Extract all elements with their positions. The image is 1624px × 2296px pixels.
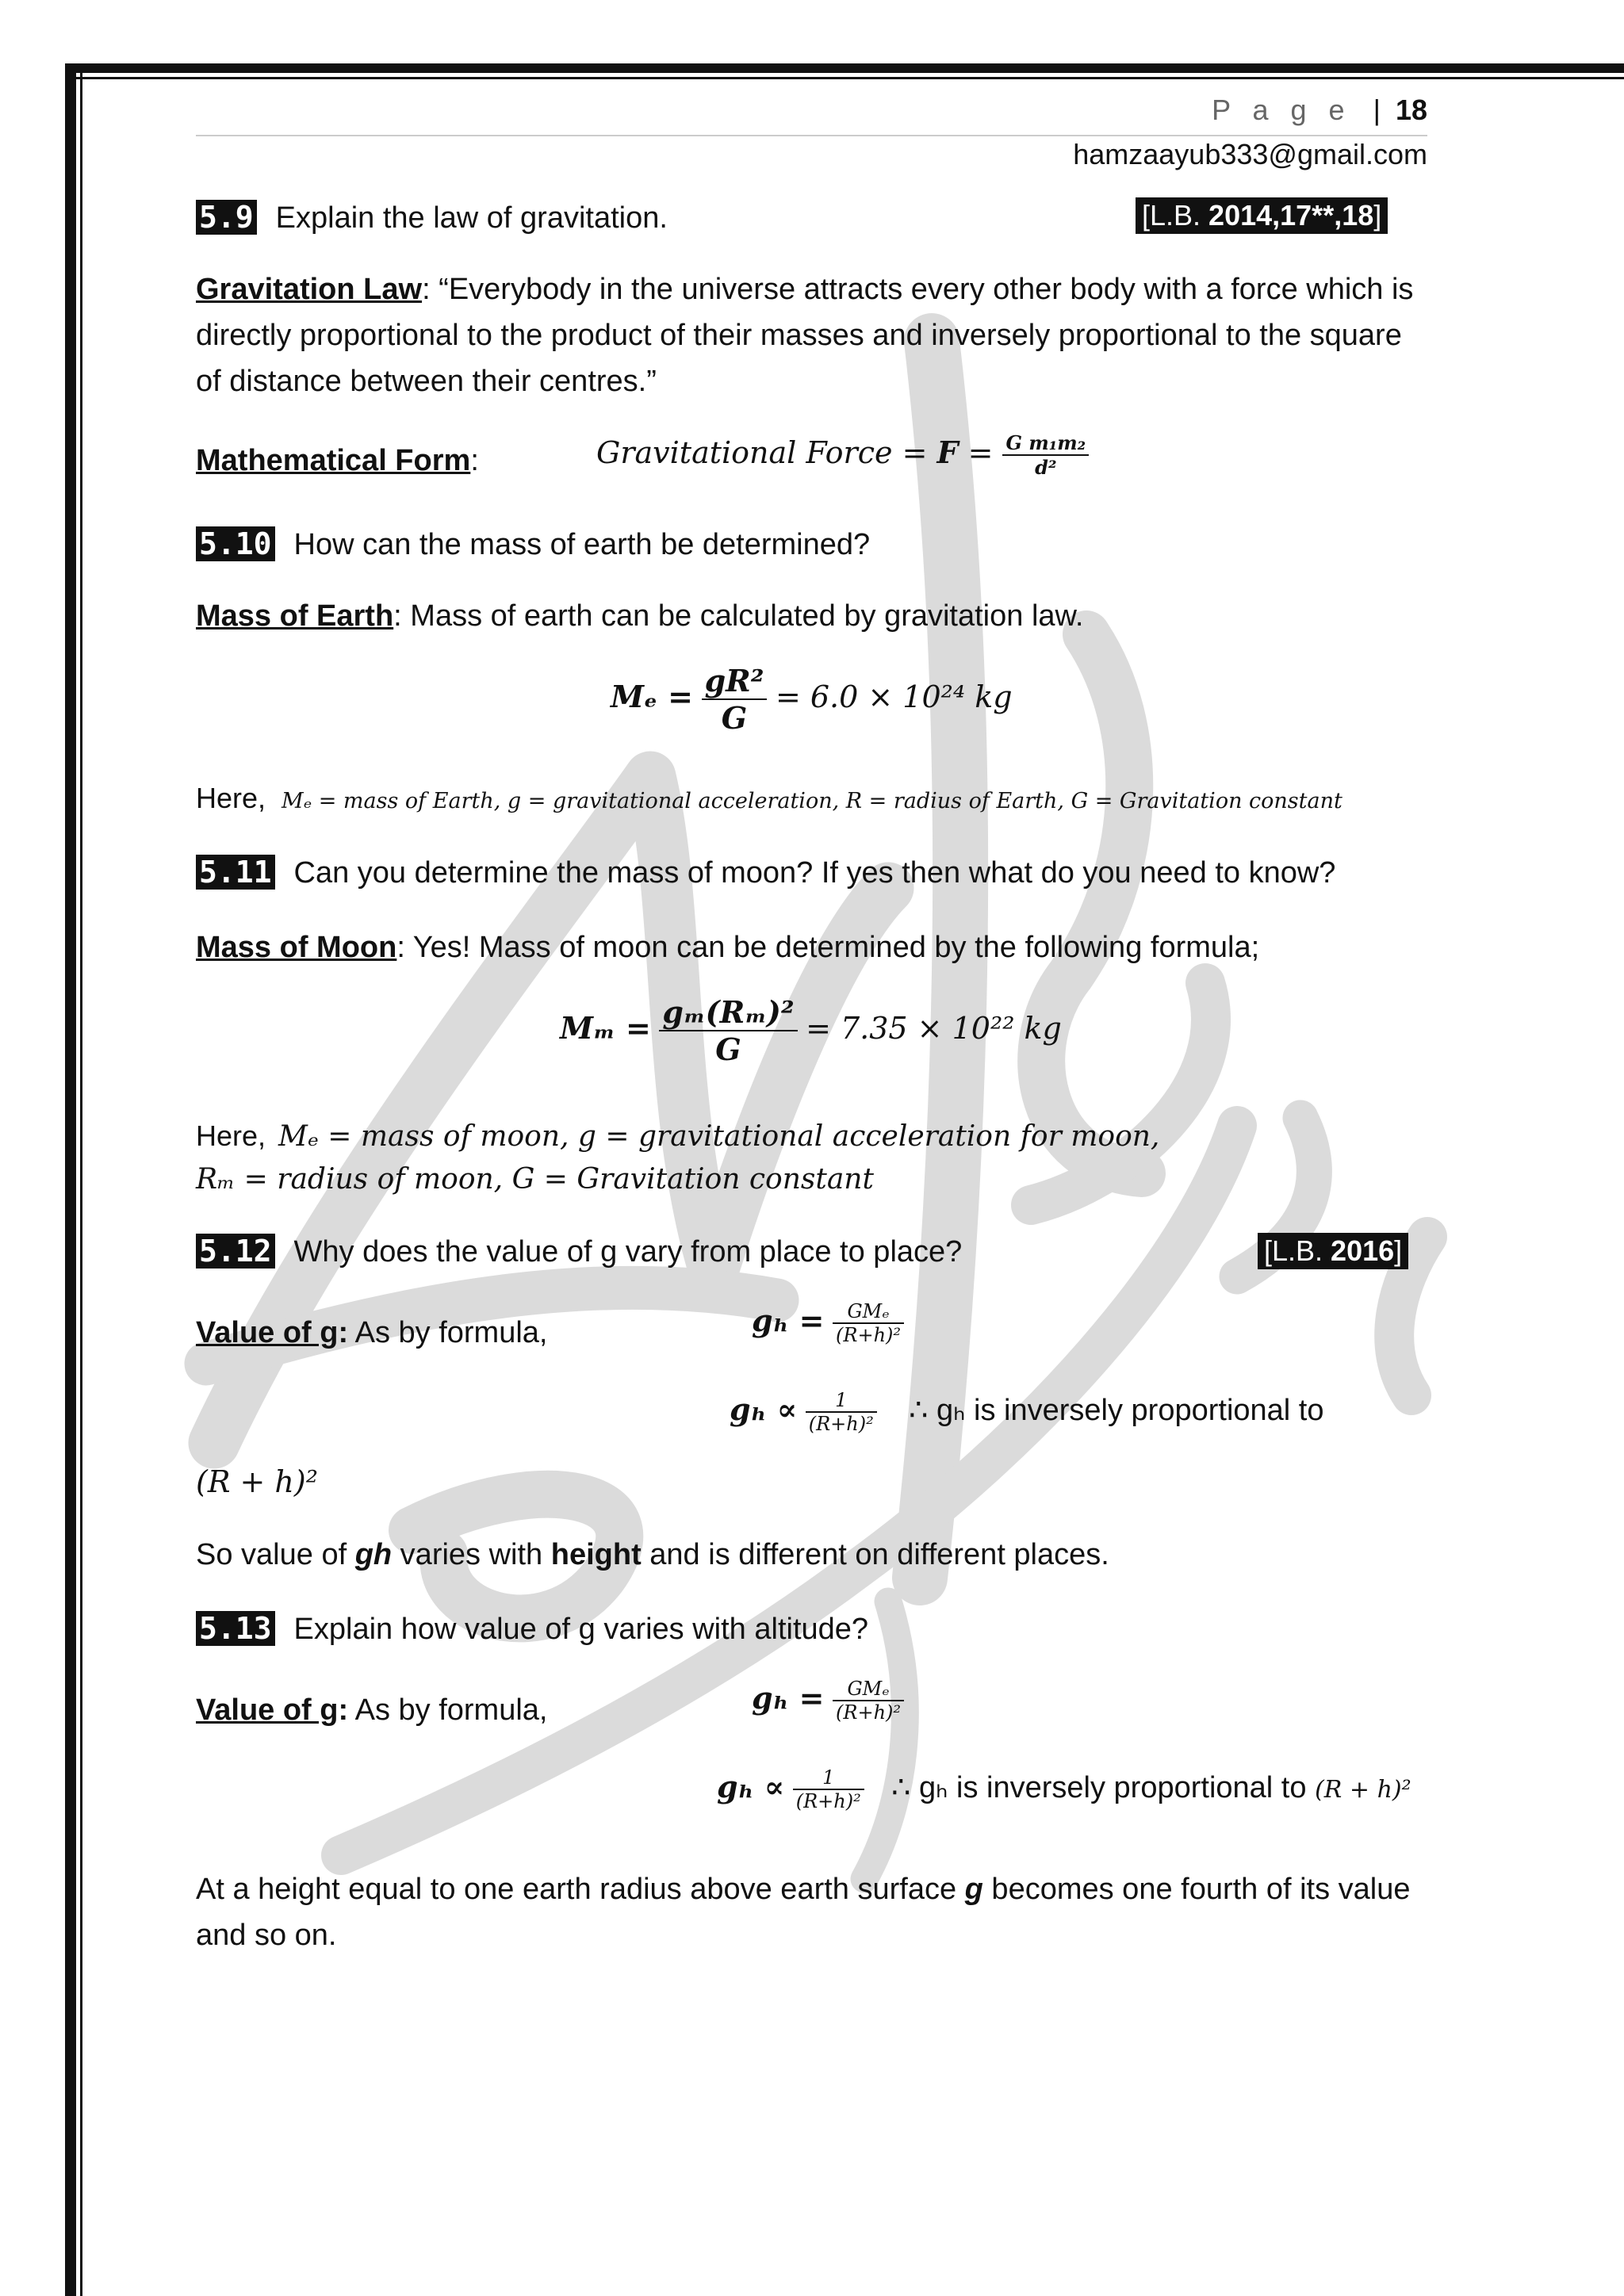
- question-5-10: [196, 522, 870, 568]
- question-number: 5.11: [196, 855, 275, 890]
- altitude-conclusion: [196, 1866, 1433, 1958]
- answer-label: Value of g: [196, 1316, 339, 1349]
- therefore-text: ∴ gₕ is inversely proportional to: [891, 1771, 1307, 1805]
- answer-colon: :: [338, 1693, 349, 1727]
- conclusion-part-b: becomes one fourth of its value and so on.: [196, 1873, 1411, 1952]
- page-separator: |: [1373, 94, 1381, 126]
- prop-denominator: (R+h)²: [795, 1790, 861, 1812]
- page-border-top-inner: [65, 77, 1624, 79]
- tag-years: 2016: [1331, 1234, 1395, 1267]
- page-number: 18: [1395, 94, 1427, 126]
- answer-label: Value of g: [196, 1693, 339, 1727]
- prop-lhs: gₕ ∝: [730, 1391, 798, 1428]
- answer-text: : Mass of earth can be calculated by gravitation law.: [393, 599, 1084, 633]
- formula-fraction: [1002, 431, 1089, 479]
- eq-fraction: [702, 663, 768, 736]
- conclusion-gh: gh: [354, 1538, 393, 1571]
- tag-prefix: [L.B.: [1142, 199, 1209, 232]
- mass-moon-legend: [196, 1115, 1159, 1201]
- answer-label: Mass of Moon: [196, 931, 397, 964]
- gh-fraction: [833, 1678, 904, 1724]
- mass-moon-equation: [560, 994, 1062, 1067]
- page-number-header: [1212, 94, 1427, 127]
- therefore-rhs: (R + h)²: [1315, 1776, 1411, 1804]
- tag-prefix: [L.B.: [1264, 1234, 1331, 1267]
- question-5-13: [196, 1606, 868, 1652]
- answer-label: Gravitation Law: [196, 273, 423, 306]
- question-5-9: [196, 195, 668, 241]
- conclusion-part-c: and is different on different places.: [641, 1538, 1109, 1571]
- g-variation-conclusion: [196, 1532, 1109, 1578]
- mass-of-earth-answer: [196, 593, 1083, 639]
- tag-suffix: ]: [1394, 1234, 1403, 1267]
- answer-text: As by formula,: [348, 1316, 548, 1349]
- conclusion-height: height: [550, 1538, 642, 1571]
- mass-earth-legend: [196, 782, 1342, 815]
- tag-years: 2014,17**,18: [1208, 199, 1374, 232]
- conclusion-part-b: varies with: [392, 1538, 551, 1571]
- answer-colon: :: [338, 1316, 349, 1349]
- tag-suffix: ]: [1373, 199, 1382, 232]
- gh-formula-altitude: [752, 1678, 904, 1724]
- math-form-label: Mathematical Form: [196, 444, 471, 477]
- conclusion-g: g: [964, 1873, 983, 1906]
- answer-label: Mass of Earth: [196, 599, 394, 633]
- mass-of-moon-answer: [196, 924, 1259, 970]
- prop-numerator: 1: [806, 1389, 877, 1413]
- gh-fraction: [833, 1300, 904, 1346]
- conclusion-part-a: At a height equal to one earth radius above earth surface: [196, 1873, 965, 1906]
- question-text: Explain the law of gravitation.: [275, 201, 668, 235]
- page-border-left-inner: [80, 73, 82, 2296]
- formula-F: F: [936, 434, 959, 471]
- eq-lhs: Mₑ =: [611, 679, 694, 715]
- gravitation-law-answer: [196, 266, 1433, 404]
- question-text: Why does the value of g vary from place to place?: [293, 1235, 963, 1269]
- gh-proportionality-altitude: [717, 1766, 1411, 1812]
- page-border-top: [65, 63, 1624, 73]
- answer-text: : “Everybody in the universe attracts every other body with a force which is directly proportional to the product of their masses and inversely proportional to the square of distance between their centres.”: [196, 273, 1414, 398]
- gh-lhs: gₕ =: [752, 1680, 825, 1716]
- prop-numerator: 1: [793, 1766, 864, 1790]
- eq-result: = 7.35 × 10²² kg: [806, 1011, 1062, 1047]
- gh-denominator: (R+h)²: [836, 1324, 902, 1346]
- question-text: Explain how value of g varies with altitude?: [293, 1613, 869, 1646]
- eq-lhs: Mₘ =: [560, 1010, 651, 1047]
- answer-text: As by formula,: [348, 1693, 548, 1727]
- author-email: hamzaayub333@gmail.com: [1073, 138, 1427, 170]
- question-number: 5.9: [196, 200, 257, 235]
- question-number: 5.12: [196, 1234, 275, 1269]
- question-5-12: [196, 1229, 962, 1275]
- mathematical-form: [196, 438, 479, 484]
- question-text: Can you determine the mass of moon? If yes then what do you need to know?: [293, 856, 1336, 890]
- eq-fraction: [659, 994, 797, 1067]
- gh-proportionality: [730, 1389, 1324, 1435]
- prop-fraction: [793, 1766, 864, 1812]
- legend-line-1: Mₑ = mass of moon, g = gravitational acceleration for moon,: [278, 1120, 1160, 1153]
- prop-denominator: (R+h)²: [808, 1413, 874, 1435]
- gh-denominator: (R+h)²: [836, 1701, 902, 1724]
- eq-denominator: G: [721, 700, 748, 736]
- wrapped-expression: (R + h)²: [196, 1464, 318, 1499]
- here-label: Here,: [196, 1119, 266, 1152]
- value-of-g-altitude-answer: [196, 1687, 547, 1733]
- formula-equals: =: [958, 435, 1003, 471]
- page-word: P a g e: [1212, 94, 1352, 126]
- eq-result: = 6.0 × 10²⁴ kg: [775, 679, 1013, 715]
- math-form-colon: :: [470, 444, 479, 477]
- eq-numerator: gₘ(Rₘ)²: [659, 994, 797, 1031]
- gh-formula: [752, 1300, 904, 1346]
- question-number: 5.13: [196, 1611, 275, 1646]
- board-tag: [1136, 197, 1388, 234]
- therefore-text: ∴ gₕ is inversely proportional to: [909, 1394, 1324, 1428]
- gh-lhs: gₕ =: [752, 1303, 825, 1339]
- formula-lhs: Gravitational Force =: [596, 435, 937, 471]
- prop-lhs: gₕ ∝: [717, 1769, 785, 1805]
- prop-fraction: [806, 1389, 877, 1435]
- answer-text: : Yes! Mass of moon can be determined by the following formula;: [396, 931, 1260, 964]
- question-number: 5.10: [196, 526, 275, 561]
- mass-earth-equation: [611, 663, 1013, 736]
- board-tag: [1258, 1233, 1408, 1269]
- gh-numerator: GMₑ: [833, 1300, 904, 1324]
- formula-denominator: d²: [1035, 456, 1057, 479]
- eq-denominator: G: [715, 1031, 741, 1067]
- header-rule: [196, 135, 1427, 136]
- formula-numerator: G m₁m₂: [1002, 431, 1089, 456]
- legend-text: Mₑ = mass of Earth, g = gravitational acceleration, R = radius of Earth, G = Gravitation constant: [282, 789, 1342, 813]
- gravitation-formula: [596, 431, 1089, 479]
- conclusion-part-a: So value of: [196, 1538, 355, 1571]
- page-border-left: [65, 63, 76, 2296]
- here-label: Here,: [196, 782, 266, 814]
- eq-numerator: gR²: [702, 663, 768, 700]
- question-text: How can the mass of earth be determined?: [293, 528, 871, 561]
- legend-line-2: Rₘ = radius of moon, G = Gravitation constant: [196, 1163, 874, 1196]
- gh-numerator: GMₑ: [833, 1678, 904, 1701]
- value-of-g-answer: [196, 1310, 547, 1356]
- question-5-11: [196, 850, 1335, 896]
